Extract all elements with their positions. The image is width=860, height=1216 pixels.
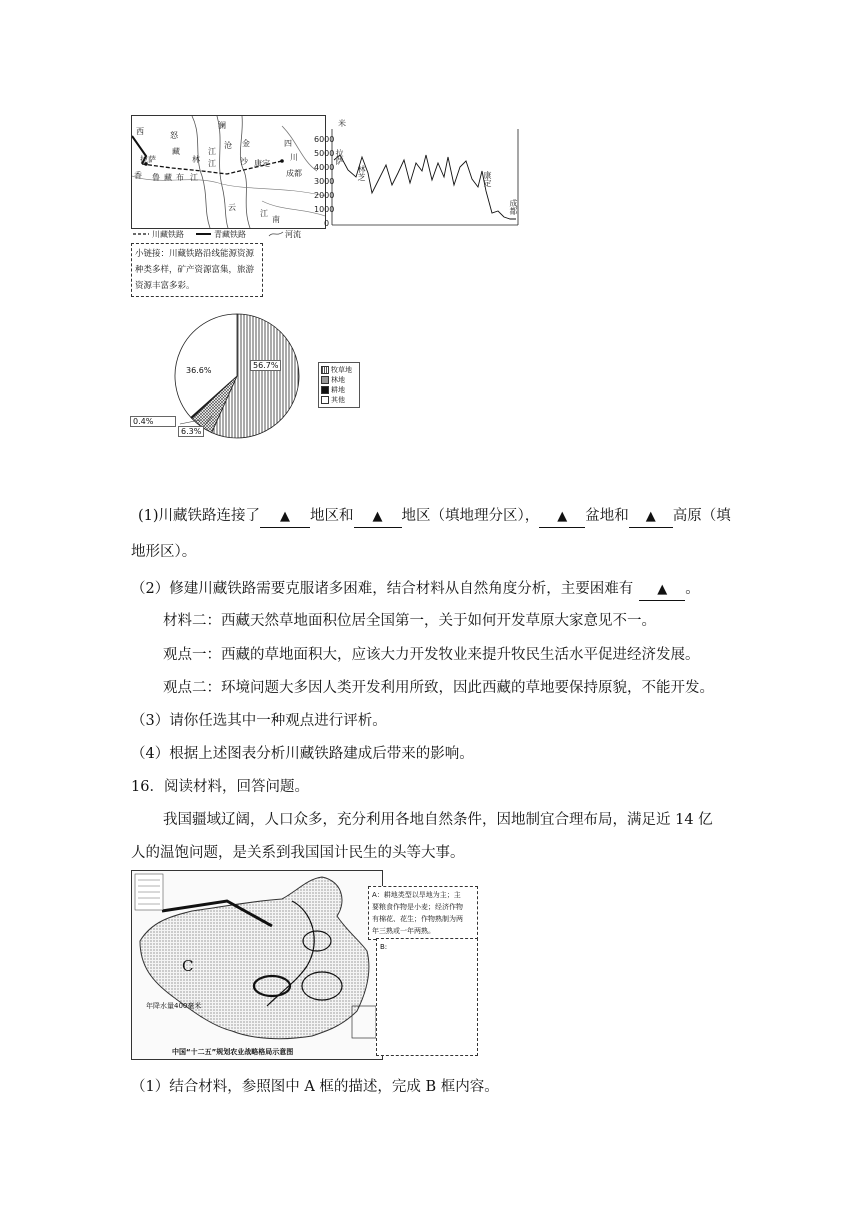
- q2-text: （2）修建川藏铁路需要克服诸多困难，结合材料从自然角度分析，主要困难有: [131, 581, 634, 597]
- y-tick: 3000: [314, 177, 335, 186]
- box-b[interactable]: [376, 938, 478, 1056]
- q16-para2: 人的温饱问题，是关系到我国国计民生的头等大事。: [131, 845, 465, 861]
- material-two: 材料二：西藏天然草地面积位居全国第一，关于如何开发草原大家意见不一。: [163, 613, 656, 629]
- map-caption: 中国“十二五”规划农业战略格局示意图: [172, 1048, 294, 1056]
- answer-blank[interactable]: [539, 506, 585, 528]
- link-note-line: 种类多样，矿产资源富集，旅游: [135, 265, 255, 275]
- q16-title: 16．阅读材料，回答问题。: [131, 779, 309, 795]
- pie-label-grassland: 56.7%: [250, 360, 281, 371]
- legend-swatch: [321, 396, 329, 404]
- pie-label-cropland: 0.4%: [130, 416, 176, 427]
- legend-label: 其他: [331, 396, 345, 404]
- answer-blank[interactable]: [354, 506, 402, 528]
- map-label: 江: [190, 173, 198, 182]
- profile-label-linzhi: 林芝: [357, 165, 366, 181]
- agriculture-map: [131, 870, 383, 1060]
- box-a-line: 有棉花、花生；作物熟制为两: [372, 915, 463, 923]
- legend-label: 牧草地: [331, 366, 352, 374]
- box-a-line: 要粮食作物是小麦；经济作物: [372, 903, 463, 911]
- map-label: 南: [272, 215, 280, 224]
- y-tick: 5000: [314, 149, 335, 158]
- pie-label-other: 36.6%: [186, 366, 212, 375]
- map-label: 藏: [164, 173, 172, 182]
- triangle-icon: ▲: [645, 509, 656, 524]
- box-a-line: A：耕地类型以旱地为主；主: [372, 891, 461, 899]
- q1-text: 高原（填: [672, 508, 731, 524]
- legend-swatch: [321, 386, 329, 394]
- y-tick: 0: [324, 219, 330, 228]
- viewpoint-one: 观点一：西藏的草地面积大，应该大力开发牧业来提升牧民生活水平促进经济发展。: [163, 647, 700, 663]
- legend-item: [321, 365, 357, 375]
- legend-label: 林地: [331, 376, 345, 384]
- q1-text: 地区（填地理分区），: [401, 508, 540, 524]
- triangle-icon: ▲: [280, 509, 291, 524]
- q2-text: 。: [685, 581, 700, 597]
- china-map-drawing: [132, 871, 382, 1049]
- y-tick: 2000: [314, 191, 335, 200]
- map-label: 江: [260, 209, 268, 218]
- map-label: 金: [242, 139, 250, 148]
- legend-qinghai-tibet-railway: 青藏铁路: [214, 230, 246, 239]
- railway-map: [131, 115, 326, 229]
- triangle-icon: ▲: [657, 582, 668, 597]
- map-label: 川: [290, 153, 298, 162]
- q16-q1: （1）结合材料，参照图中 A 框的描述，完成 B 框内容。: [131, 1079, 499, 1095]
- q15-q4: （4）根据上述图表分析川藏铁路建成后带来的影响。: [131, 746, 474, 762]
- link-note-line: 小链接：川藏铁路沿线能源资源: [135, 249, 255, 259]
- q15-q3: （3）请你任选其中一种观点进行评析。: [131, 713, 387, 729]
- map-label: 藏: [172, 147, 180, 156]
- map-label: 四: [284, 139, 292, 148]
- legend-swatch: [321, 366, 329, 374]
- y-tick: 4000: [314, 163, 335, 172]
- map-label: 怒: [170, 131, 178, 140]
- elevation-profile: [310, 115, 520, 230]
- legend-swatch: [321, 376, 329, 384]
- q1-text: (1)川藏铁路连接了: [138, 508, 261, 524]
- region-label-c: C: [182, 957, 194, 975]
- q15-q1-line: [138, 506, 731, 528]
- box-b-label: B:: [380, 943, 388, 951]
- triangle-icon: ▲: [557, 509, 568, 524]
- map-label: 康定: [254, 159, 270, 168]
- legend-item: [321, 385, 357, 395]
- answer-blank[interactable]: [629, 506, 673, 528]
- legend-label: 耕地: [331, 386, 345, 394]
- q15-q2-line: [131, 579, 700, 601]
- triangle-icon: ▲: [372, 509, 383, 524]
- y-tick: 1000: [314, 205, 335, 214]
- map-label: 鲁: [152, 173, 160, 182]
- map-label: 香: [134, 171, 142, 180]
- viewpoint-two: 观点二：环境问题大多因人类开发利用所致，因此西藏的草地要保持原貌，不能开发。: [163, 680, 714, 696]
- map-label: 云: [228, 203, 236, 212]
- profile-label-kangding: 康定: [483, 171, 492, 187]
- legend-item: [321, 395, 357, 405]
- box-a-line: 年三熟或一年两熟。: [372, 927, 435, 935]
- profile-label-lhasa: 拉萨: [335, 149, 344, 165]
- link-note-box: [131, 243, 263, 297]
- pie-label-forest: 6.3%: [178, 426, 204, 437]
- map-label: 澜: [218, 121, 226, 130]
- profile-label-chengdu: 成都: [509, 199, 518, 215]
- map-label: 成都: [286, 169, 302, 178]
- map-label: 沧: [224, 141, 232, 150]
- isohyet-label: 年降水量400毫米: [146, 1002, 202, 1010]
- map-label: 沙: [240, 157, 248, 166]
- legend-sichuan-tibet-railway: 川藏铁路: [152, 230, 184, 239]
- map-label: 西: [136, 127, 144, 136]
- q1-text: 地区和: [310, 508, 354, 524]
- map-label: 布: [176, 173, 184, 182]
- answer-blank[interactable]: [260, 506, 310, 528]
- legend-item: [321, 375, 357, 385]
- legend-river: 河流: [285, 230, 301, 239]
- profile-unit: 米: [338, 119, 346, 128]
- q15-q1-cont: 地形区）。: [131, 544, 197, 560]
- pie-legend: [318, 362, 360, 408]
- map-label: 拉萨: [140, 155, 156, 164]
- map-label: 江: [208, 159, 216, 168]
- box-a: [368, 886, 478, 940]
- map-label: 林: [192, 155, 200, 164]
- q16-para1: 我国疆域辽阔，人口众多，充分利用各地自然条件，因地制宜合理布局，满足近 14 亿: [163, 812, 713, 828]
- map-label: 江: [208, 147, 216, 156]
- y-tick: 6000: [314, 135, 335, 144]
- q1-text: 盆地和: [585, 508, 629, 524]
- link-note-line: 资源丰富多彩。: [135, 281, 195, 291]
- railway-map-legend: [131, 228, 324, 240]
- answer-blank[interactable]: [639, 579, 685, 601]
